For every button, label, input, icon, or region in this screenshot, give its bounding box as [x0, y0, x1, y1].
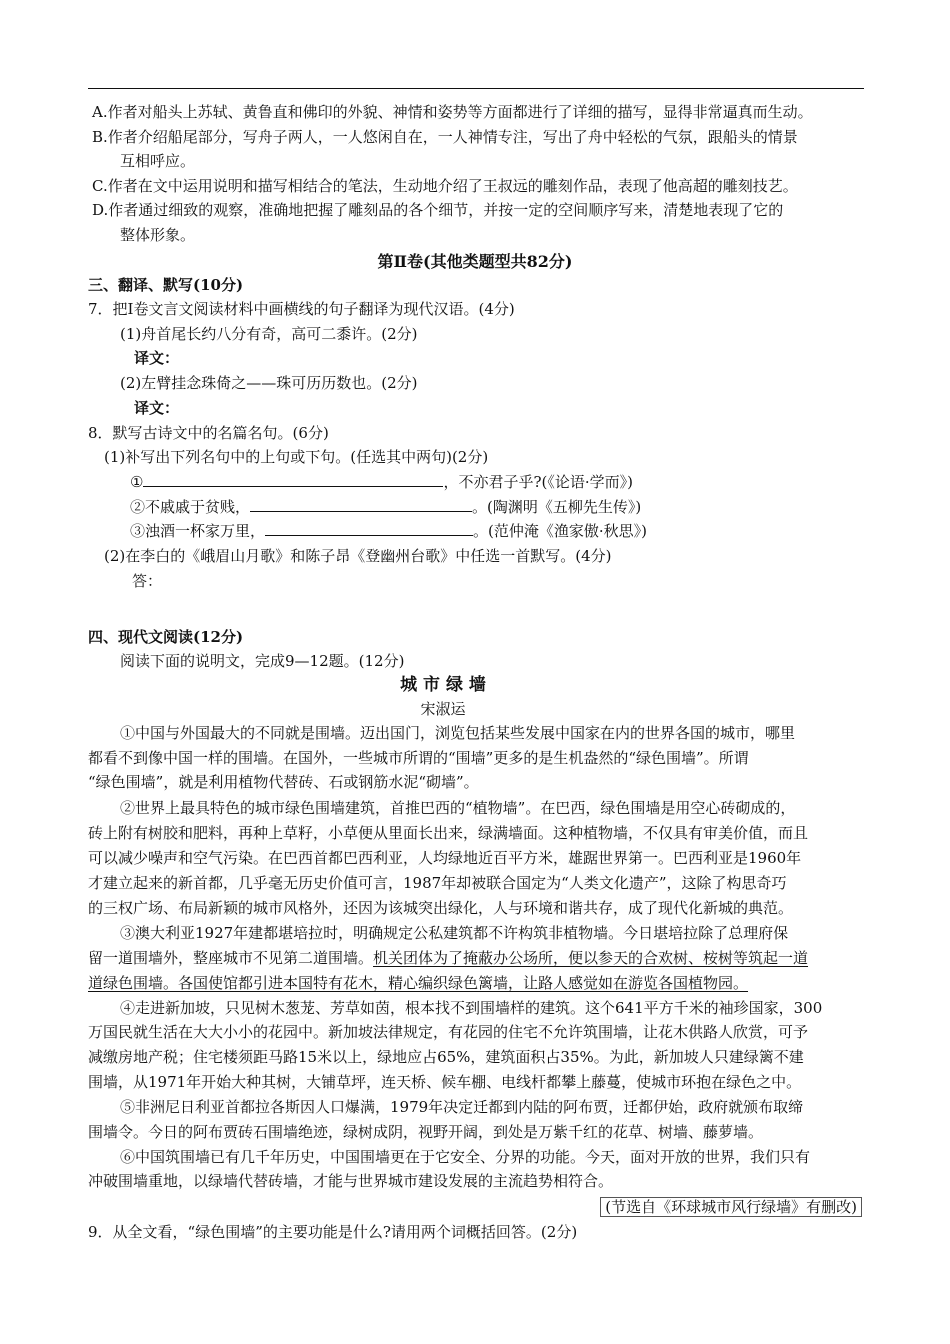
fill-item-1-num: ①	[130, 473, 144, 491]
p2-line1: ②世界上最具特色的城市绿色围墙建筑，首推巴西的“植物墙”。在巴西，绿色围墙是用空心砖砌成的，	[120, 799, 796, 817]
p2-line2: 砖上附有树胶和肥料，再种上草籽，小草便从里面长出来，绿满墙面。这种植物墙，不仅具有审美价值，而且	[88, 824, 809, 842]
p3-line2-plain: 留一道围墙外，整座城市不见第二道围墙。	[88, 949, 374, 967]
article-source	[600, 1196, 862, 1218]
answer-label: 答：	[132, 572, 163, 590]
fill-item-1	[130, 471, 633, 493]
p3-line3-underlined: 道绿色围墙。各国使馆都引进本国特有花木，精心编织绿色篱墙，让路人感觉如在游览各国植物园。	[88, 974, 749, 992]
p6-line1: ⑥中国筑围墙已有几千年历史，中国围墙更在于它安全、分界的功能。今天，面对开放的世界，我们只有	[120, 1148, 811, 1166]
article-author: 宋淑运	[420, 700, 466, 718]
p4-line2: 万国民就生活在大大小小的花园中。新加坡法律规定，有花园的住宅不允许筑围墙，让花木供路人欣赏，可予	[88, 1023, 809, 1041]
fill-item-3	[130, 520, 647, 542]
p1-line3: “绿色围墙”，就是利用植物代替砖、石或钢筋水泥“砌墙”。	[88, 773, 479, 791]
blank-1[interactable]	[143, 471, 443, 487]
blank-3[interactable]	[265, 520, 473, 536]
p1-line2: 都看不到像中国一样的围墙。在国外，一些城市所谓的“围墙”更多的是生机盎然的“绿色围墙”。所谓	[88, 749, 749, 767]
p6-line2: 冲破围墙重地，以绿墙代替砖墙，才能与世界城市建设发展的主流趋势相符合。	[88, 1172, 614, 1190]
translation-label-2: 译文：	[134, 399, 180, 417]
top-rule	[88, 88, 864, 89]
article-source-text: (节选自《环球城市风行绿墙》有删改)	[600, 1197, 862, 1217]
choice-b-cont: 互相呼应。	[120, 152, 196, 170]
question-7: 7．把Ⅰ卷文言文阅读材料中画横线的句子翻译为现代汉语。(4分)	[88, 300, 515, 318]
section-4-title: 四、现代文阅读(12分)	[88, 628, 244, 646]
p2-line3: 可以减少噪声和空气污染。在巴西首都巴西利亚，人均绿地近百平方米，雄踞世界第一。巴西利亚是1960年	[88, 849, 802, 867]
reading-intro: 阅读下面的说明文，完成9—12题。(12分)	[120, 652, 405, 670]
choice-d-cont: 整体形象。	[120, 226, 196, 244]
question-7-2: (2)左臂挂念珠倚之——珠可历历数也。(2分)	[120, 374, 418, 392]
section-3-title: 三、翻译、默写(10分)	[88, 276, 244, 294]
choice-d: D.作者通过细致的观察，准确地把握了雕刻品的各个细节，并按一定的空间顺序写来，清楚地表现了它的	[92, 201, 784, 219]
volume-title: 第Ⅱ卷(其他类题型共82分)	[377, 252, 573, 271]
p4-line4: 围墙，从1971年开始大种其树，大铺草坪，连天桥、候车棚、电线杆都攀上藤蔓，使城市环抱在绿色之中。	[88, 1073, 802, 1091]
question-7-1: (1)舟首尾长约八分有奇，高可二黍许。(2分)	[120, 325, 418, 343]
fill-item-3-text: ③浊酒一杯家万里，	[130, 522, 266, 540]
blank-2[interactable]	[250, 496, 472, 512]
question-8-2: (2)在李白的《峨眉山月歌》和陈子昂《登幽州台歌》中任选一首默写。(4分)	[104, 547, 612, 565]
p4-line3: 减缴房地产税；住宅楼须距马路15米以上，绿地应占65%，建筑面积占35%。为此，新加坡人只建绿篱不建	[88, 1048, 804, 1066]
choice-c: C.作者在文中运用说明和描写相结合的笔法，生动地介绍了王叔远的雕刻作品，表现了他高超的雕刻技艺。	[92, 177, 798, 195]
translation-label-1: 译文：	[134, 349, 180, 367]
p5-line2: 围墙令。今日的阿布贾砖石围墙绝迹，绿树成阴，视野开阔，到处是万紫千红的花草、树墙、藤萝墙。	[88, 1123, 764, 1141]
article-title: 城 市 绿 墙	[400, 675, 486, 695]
p3-line2	[88, 947, 808, 969]
fill-item-1-text: ，不亦君子乎?(《论语·学而》)	[443, 473, 633, 491]
question-8: 8．默写古诗文中的名篇名句。(6分)	[88, 424, 329, 442]
fill-item-3-source: 。(范仲淹《渔家傲·秋思》)	[473, 522, 647, 540]
p3-line1: ③澳大利亚1927年建都堪培拉时，明确规定公私建筑都不许构筑非植物墙。今日堪培拉除了总理府保	[120, 924, 789, 942]
p2-line5: 的三权广场、布局新颖的城市风格外，还因为该城突出绿化，人与环境和谐共存，成了现代化新城的典范。	[88, 899, 794, 917]
p2-line4: 才建立起来的新首都，几乎毫无历史价值可言，1987年却被联合国定为“人类文化遗产”，这除了构思奇巧	[88, 874, 787, 892]
p1-line1: ①中国与外国最大的不同就是围墙。迈出国门，浏览包括某些发展中国家在内的世界各国的城市，哪里	[120, 724, 796, 742]
p3-line2-underlined: 机关团体为了掩蔽办公场所，便以参天的合欢树、桉树等筑起一道	[373, 949, 809, 967]
question-8-1: (1)补写出下列名句中的上句或下句。(任选其中两句)(2分)	[104, 448, 489, 466]
choice-a: A.作者对船头上苏轼、黄鲁直和佛印的外貌、神情和姿势等方面都进行了详细的描写，显得非常逼真而生动。	[92, 103, 813, 121]
p5-line1: ⑤非洲尼日利亚首都拉各斯因人口爆满，1979年决定迁都到内陆的阿布贾，迁都伊始，政府就颁布取缔	[120, 1098, 804, 1116]
choice-b: B.作者介绍船尾部分，写舟子两人，一人悠闲自在，一人神情专注，写出了舟中轻松的气氛，跟船头的情景	[92, 128, 798, 146]
question-9: 9．从全文看，“绿色围墙”的主要功能是什么?请用两个词概括回答。(2分)	[88, 1223, 578, 1241]
fill-item-2-source: 。(陶渊明《五柳先生传》)	[472, 498, 642, 516]
fill-item-2	[130, 496, 641, 518]
fill-item-2-text: ②不戚戚于贫贱，	[130, 498, 251, 516]
p4-line1: ④走进新加坡，只见树木葱茏、芳草如茵，根本找不到围墙样的建筑。这个641平方千米的袖珍国家，300	[120, 999, 823, 1017]
